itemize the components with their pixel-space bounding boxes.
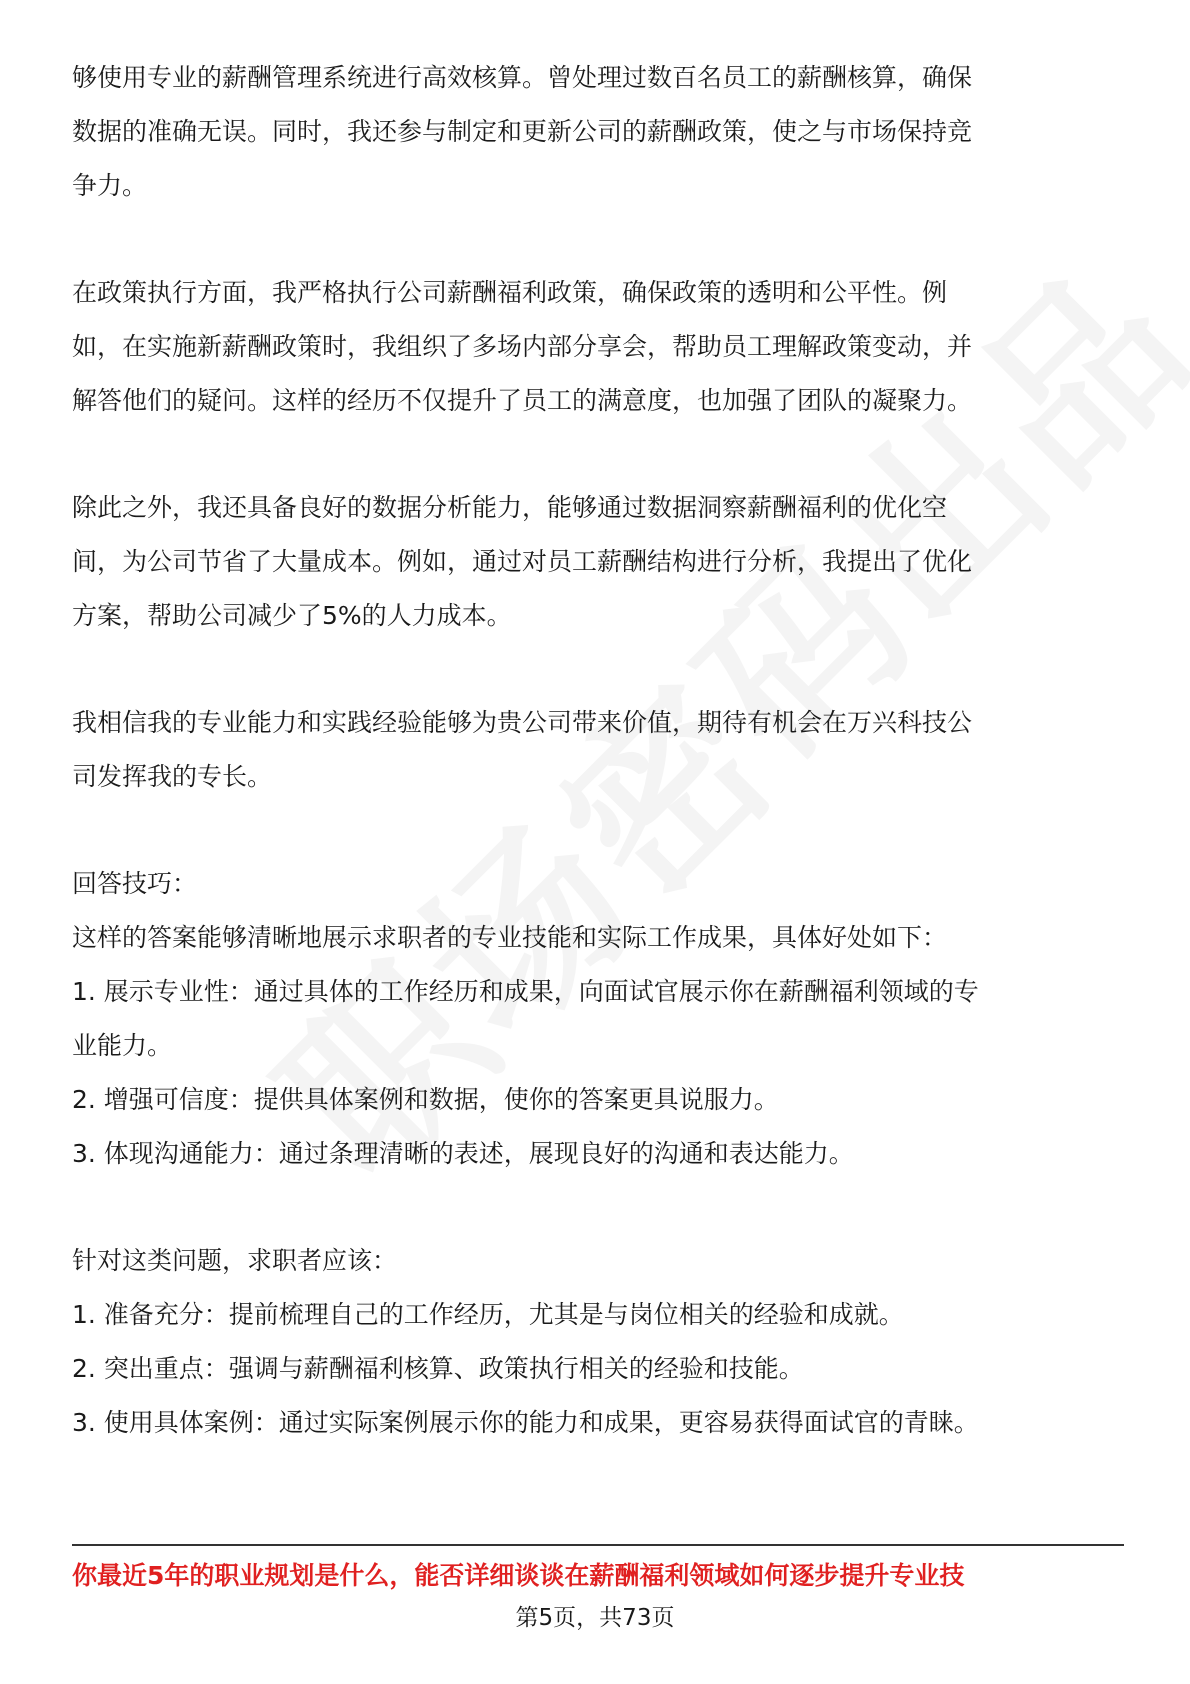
list-item: 1. 展示专业性：通过具体的工作经历和成果，向面试官展示你在薪酬福利领域的专 [72,977,979,1006]
list-item: 2. 突出重点：强调与薪酬福利核算、政策执行相关的经验和技能。 [72,1354,804,1383]
list-item: 3. 使用具体案例：通过实际案例展示你的能力和成果，更容易获得面试官的青睐。 [72,1408,979,1437]
body-line: 我相信我的专业能力和实践经验能够为贵公司带来价值，期待有机会在万兴科技公 [72,708,973,737]
list-item: 1. 准备充分：提前梳理自己的工作经历，尤其是与岗位相关的经验和成就。 [72,1300,904,1329]
body-line: 间，为公司节省了大量成本。例如，通过对员工薪酬结构进行分析，我提出了优化 [72,547,973,576]
list-item: 3. 体现沟通能力：通过条理清晰的表述，展现良好的沟通和表达能力。 [72,1139,854,1168]
body-line: 如，在实施新薪酬政策时，我组织了多场内部分享会，帮助员工理解政策变动，并 [72,332,973,361]
body-line: 够使用专业的薪酬管理系统进行高效核算。曾处理过数百名员工的薪酬核算，确保 [72,63,973,92]
section-heading: 回答技巧： [72,869,198,898]
next-question: 你最近5年的职业规划是什么，能否详细谈谈在薪酬福利领域如何逐步提升专业技 [72,1561,965,1590]
body-line: 这样的答案能够清晰地展示求职者的专业技能和实际工作成果，具体好处如下： [72,923,948,952]
page-number: 第5页，共73页 [515,1605,675,1631]
body-line: 解答他们的疑问。这样的经历不仅提升了员工的满意度，也加强了团队的凝聚力。 [72,386,973,415]
divider [72,1544,1124,1546]
body-line: 数据的准确无误。同时，我还参与制定和更新公司的薪酬政策，使之与市场保持竞 [72,117,973,146]
body-line: 司发挥我的专长。 [72,762,273,791]
list-item: 业能力。 [72,1031,173,1060]
list-item: 2. 增强可信度：提供具体案例和数据，使你的答案更具说服力。 [72,1085,779,1114]
body-line: 争力。 [72,171,148,200]
body-line: 方案，帮助公司减少了5%的人力成本。 [72,601,512,630]
body-line: 除此之外，我还具备良好的数据分析能力，能够通过数据洞察薪酬福利的优化空 [72,493,948,522]
section-heading: 针对这类问题，求职者应该： [72,1246,398,1275]
body-line: 在政策执行方面，我严格执行公司薪酬福利政策，确保政策的透明和公平性。例 [72,278,948,307]
